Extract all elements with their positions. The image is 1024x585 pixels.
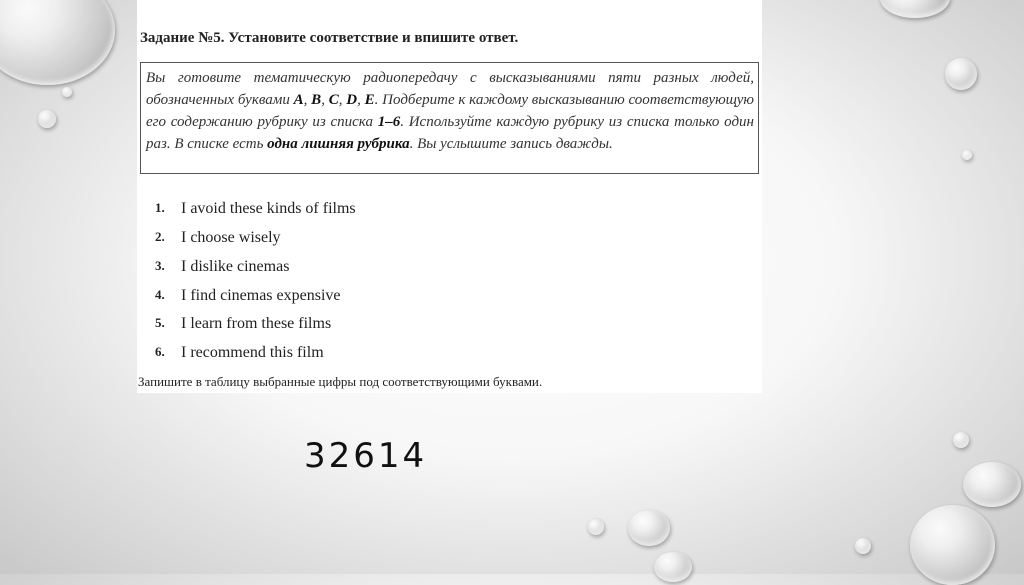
letter-d: D xyxy=(346,92,358,108)
option-number: 1. xyxy=(155,200,165,215)
option-text: I dislike cinemas xyxy=(181,258,290,275)
range-label: 1–6 xyxy=(377,114,401,130)
option-number: 2. xyxy=(155,229,165,244)
option-number: 5. xyxy=(155,315,165,330)
water-drop-decoration xyxy=(38,110,56,128)
option-text: I learn from these films xyxy=(181,315,332,332)
water-drop-decoration xyxy=(945,58,977,90)
letter-b: В xyxy=(311,92,322,108)
water-drop-decoration xyxy=(910,505,995,585)
option-text: I recommend this film xyxy=(181,344,324,361)
separator: , xyxy=(357,92,365,108)
water-drop-decoration xyxy=(880,0,950,18)
option-text: I choose wisely xyxy=(181,229,281,246)
footer-instruction: Запишите в таблицу выбранные цифры под соответствующими буквами. xyxy=(138,374,543,389)
water-drop-decoration xyxy=(855,538,871,554)
extra-heading-note: одна лишняя рубрика xyxy=(267,136,410,152)
instruction-box xyxy=(140,62,759,174)
letter-e: Е xyxy=(364,92,375,108)
water-drop-decoration xyxy=(588,519,604,535)
instruction-text: . Подберите к каждому высказыванию соответствующую его содержанию рубрику из списка xyxy=(146,92,755,130)
option-number: 3. xyxy=(155,258,165,273)
water-drop-decoration xyxy=(953,432,969,448)
water-drop-decoration xyxy=(963,462,1021,507)
option-number: 6. xyxy=(155,344,165,359)
water-drop-decoration xyxy=(62,87,72,97)
water-drop-decoration xyxy=(962,150,972,160)
instruction-text: Вы готовите тематическую радиопередачу с высказываниями пяти разных людей, обозначенных буквами xyxy=(146,70,754,108)
water-drop-decoration xyxy=(628,510,670,546)
letter-a: А xyxy=(293,92,304,108)
separator: , xyxy=(303,92,312,108)
option-number: 4. xyxy=(155,287,165,302)
water-drop-decoration xyxy=(654,552,692,582)
water-drop-decoration xyxy=(0,0,115,85)
separator: , xyxy=(321,92,329,108)
answer-text: 32614 xyxy=(304,436,428,476)
task-title: Задание №5. Установите соответствие и впишите ответ. xyxy=(140,30,519,46)
letter-c: С xyxy=(328,92,339,108)
instruction-text: . Вы услышите запись дважды. xyxy=(409,136,613,152)
instruction-text: . Используйте каждую рубрику из списка только один раз. В списке есть xyxy=(146,114,754,152)
task-card xyxy=(137,0,762,393)
option-text: I find cinemas expensive xyxy=(181,287,341,304)
separator: , xyxy=(338,92,347,108)
option-text: I avoid these kinds of films xyxy=(181,200,356,217)
